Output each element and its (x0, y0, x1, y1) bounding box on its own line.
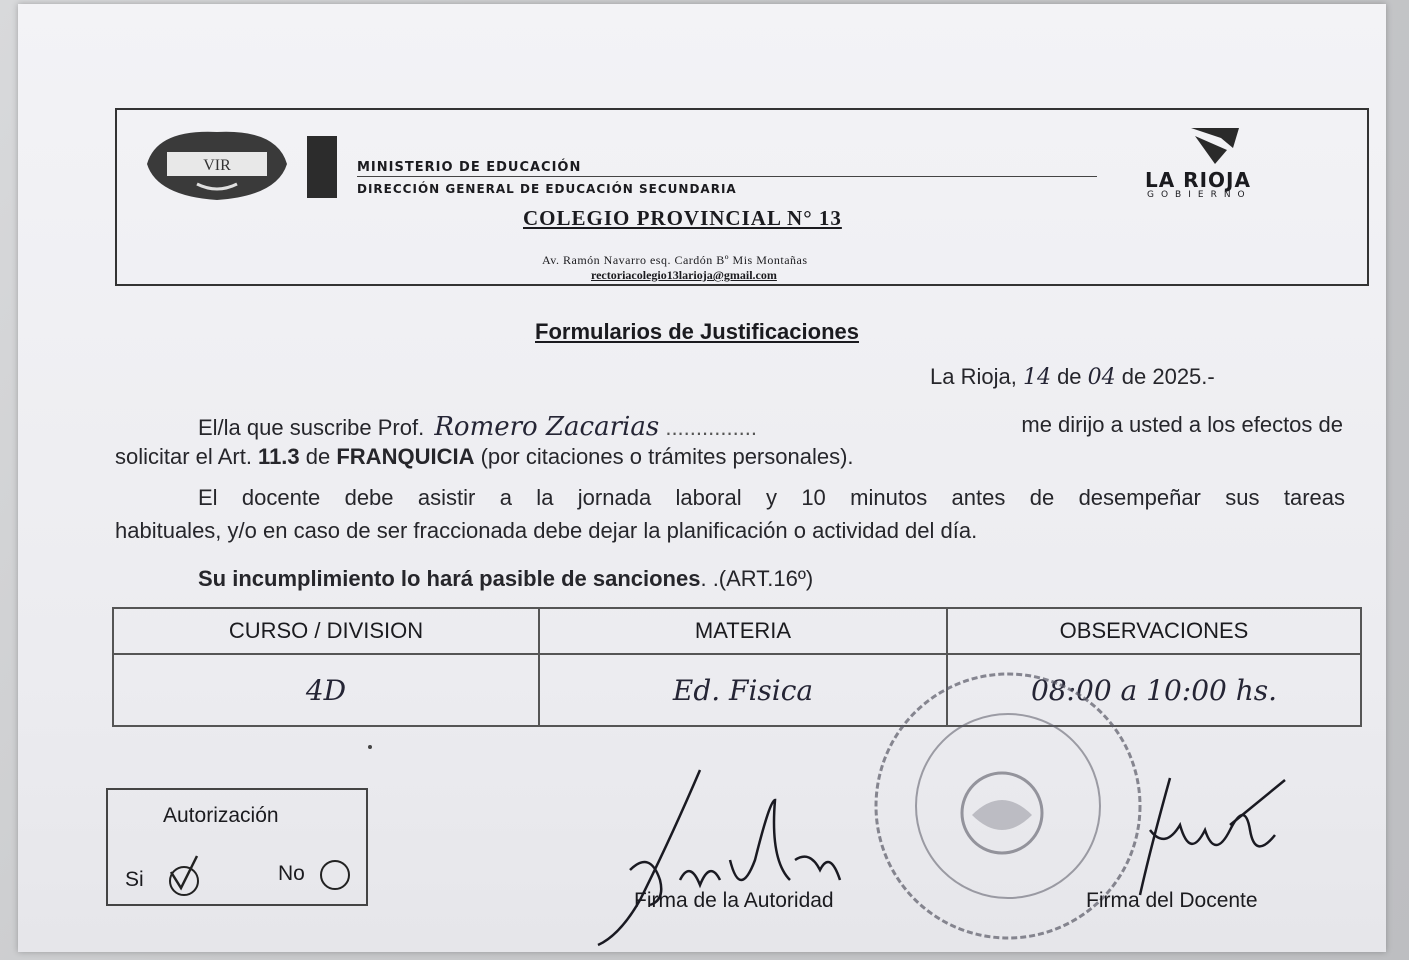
table-row (113, 654, 1361, 726)
date-suffix: de 2025.- (1115, 364, 1215, 389)
warning-line (198, 566, 813, 592)
authorization-box (106, 788, 368, 906)
article-number: 11.3 (258, 444, 300, 469)
header-materia: MATERIA (539, 608, 947, 654)
warning-bold: Su incumplimiento lo hará pasible de sanciones (198, 566, 701, 591)
request-line-1 (198, 412, 1343, 442)
teacher-signature-label: Firma del Docente (1086, 889, 1258, 912)
franquicia-label: FRANQUICIA (336, 444, 475, 469)
header-curso: CURSO / DIVISION (113, 608, 539, 654)
la-rioja-logo-icon (1187, 124, 1243, 170)
authority-signature-label: Firma de la Autoridad (634, 889, 834, 912)
header-observaciones: OBSERVACIONES (947, 608, 1361, 654)
course-table (112, 607, 1362, 727)
direccion-name: DIRECCIÓN GENERAL DE EDUCACIÓN SECUNDARIA (357, 182, 737, 196)
letterhead-bar (307, 136, 337, 198)
request-reason: (por citaciones o trámites personales). (474, 444, 854, 469)
ministry-name: MINISTERIO DE EDUCACIÓN (357, 160, 582, 175)
warning-article: . .(ART.16º) (700, 566, 814, 591)
cell-observaciones: 08:00 a 10:00 hs. (947, 654, 1361, 726)
option-no-label: No (278, 862, 305, 885)
dotted-fill: ............... (665, 415, 758, 440)
date-day: 14 (1022, 365, 1051, 390)
check-mark-icon (167, 854, 201, 894)
subscriber-label: El/la que suscribe Prof. (198, 415, 425, 440)
request-de: de (299, 444, 337, 469)
date-de: de (1050, 364, 1088, 389)
teacher-name: Romero Zacarias (434, 412, 660, 442)
request-article-label: solicitar el Art. (115, 444, 259, 469)
request-text: me dirijo a usted a los efectos de (1021, 412, 1343, 437)
letterhead-divider (357, 176, 1097, 177)
table-header-row (113, 608, 1361, 654)
option-si[interactable] (125, 868, 144, 892)
government-subtitle: GOBIERNO (1147, 190, 1252, 200)
school-email: rectoriacolegio13larioja@gmail.com (591, 268, 777, 282)
rules-line-2: habituales, y/o en caso de ser fraccionada debe dejar la planificación o actividad del día. (115, 518, 978, 543)
school-address: Av. Ramón Navarro esq. Cardón Bº Mis Montañas (542, 253, 808, 267)
letterhead (115, 108, 1369, 286)
school-crest-icon (137, 124, 297, 204)
cell-curso: 4D (113, 654, 539, 726)
no-checkbox[interactable] (320, 860, 350, 890)
option-si-label: Si (125, 868, 144, 891)
authorization-title: Autorización (163, 804, 279, 827)
request-line-2 (115, 444, 854, 470)
cell-materia: Ed. Fisica (539, 654, 947, 726)
date-line (930, 364, 1215, 390)
school-name: COLEGIO PROVINCIAL N° 13 (523, 206, 842, 230)
date-month: 04 (1087, 365, 1116, 390)
form-title: Formularios de Justificaciones (535, 319, 859, 344)
date-prefix: La Rioja, (930, 364, 1023, 389)
rules-line-1: El docente debe asistir a la jornada laboral y 10 minutos antes de desempeñar sus tareas (198, 485, 1345, 510)
svg-text:VIR: VIR (203, 157, 231, 174)
government-name: LA RIOJA (1145, 168, 1251, 192)
option-no[interactable] (278, 862, 305, 886)
